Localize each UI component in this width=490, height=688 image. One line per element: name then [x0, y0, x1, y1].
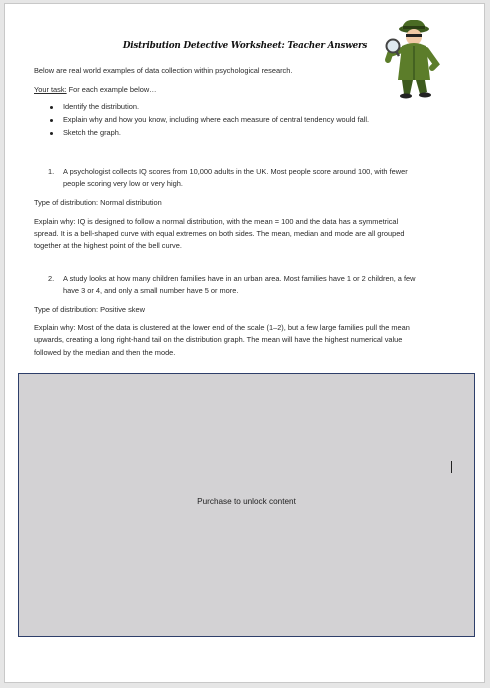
explanation-text: Explain why: IQ is designed to follow a normal distribution, with the mean = 100 and the data has a symmetrical	[34, 217, 399, 226]
bullet-dot	[50, 119, 53, 122]
question-text: people scoring very low or very high.	[63, 179, 183, 188]
distribution-type: Type of distribution: Normal distribution	[34, 198, 162, 207]
bullet-dot	[50, 132, 53, 135]
question-text: A psychologist collects IQ scores from 10,000 adults in the UK. Most people score around 100, with fewer	[63, 167, 408, 176]
detective-icon	[384, 20, 446, 100]
question-text: A study looks at how many children families have in an urban area. Most families have 1 or 2 children, a few	[63, 274, 416, 283]
explanation-text: spread. It is a bell-shaped curve with equal extremes on both sides. The mean, median and mode are all grouped	[34, 229, 405, 238]
question-number: 2.	[48, 274, 55, 283]
explanation-text: upwards, creating a long right-hand tail on the distribution graph. The mean will have the highest numerical value	[34, 335, 403, 344]
explanation-text: Explain why: Most of the data is clustered at the lower end of the scale (1–2), but a few large families pull the mean	[34, 323, 410, 332]
distribution-type: Type of distribution: Positive skew	[34, 305, 145, 314]
unlock-message: Purchase to unlock content	[197, 497, 296, 506]
text-cursor	[451, 461, 452, 473]
page-title: Distribution Detective Worksheet: Teacher Answers	[122, 41, 368, 51]
explanation-text: followed by the median and then the mode.	[34, 348, 176, 357]
question-number: 1.	[48, 167, 55, 176]
task-label: Your task:	[34, 85, 67, 94]
bullet-item: Explain why and how you know, including where each measure of central tendency would fall.	[63, 115, 370, 124]
explanation-text: together at the highest point of the bell curve.	[34, 241, 182, 250]
task-line	[34, 84, 157, 96]
bullet-dot	[50, 106, 53, 109]
bullet-item: Identify the distribution.	[63, 102, 140, 111]
bullet-item: Sketch the graph.	[63, 128, 121, 137]
task-text: For each example below…	[66, 85, 157, 94]
intro-text: Below are real world examples of data collection within psychological research.	[34, 66, 293, 75]
question-text: have 3 or 4, and only a small number have 5 or more.	[63, 286, 239, 295]
locked-content-overlay[interactable]	[18, 373, 475, 637]
